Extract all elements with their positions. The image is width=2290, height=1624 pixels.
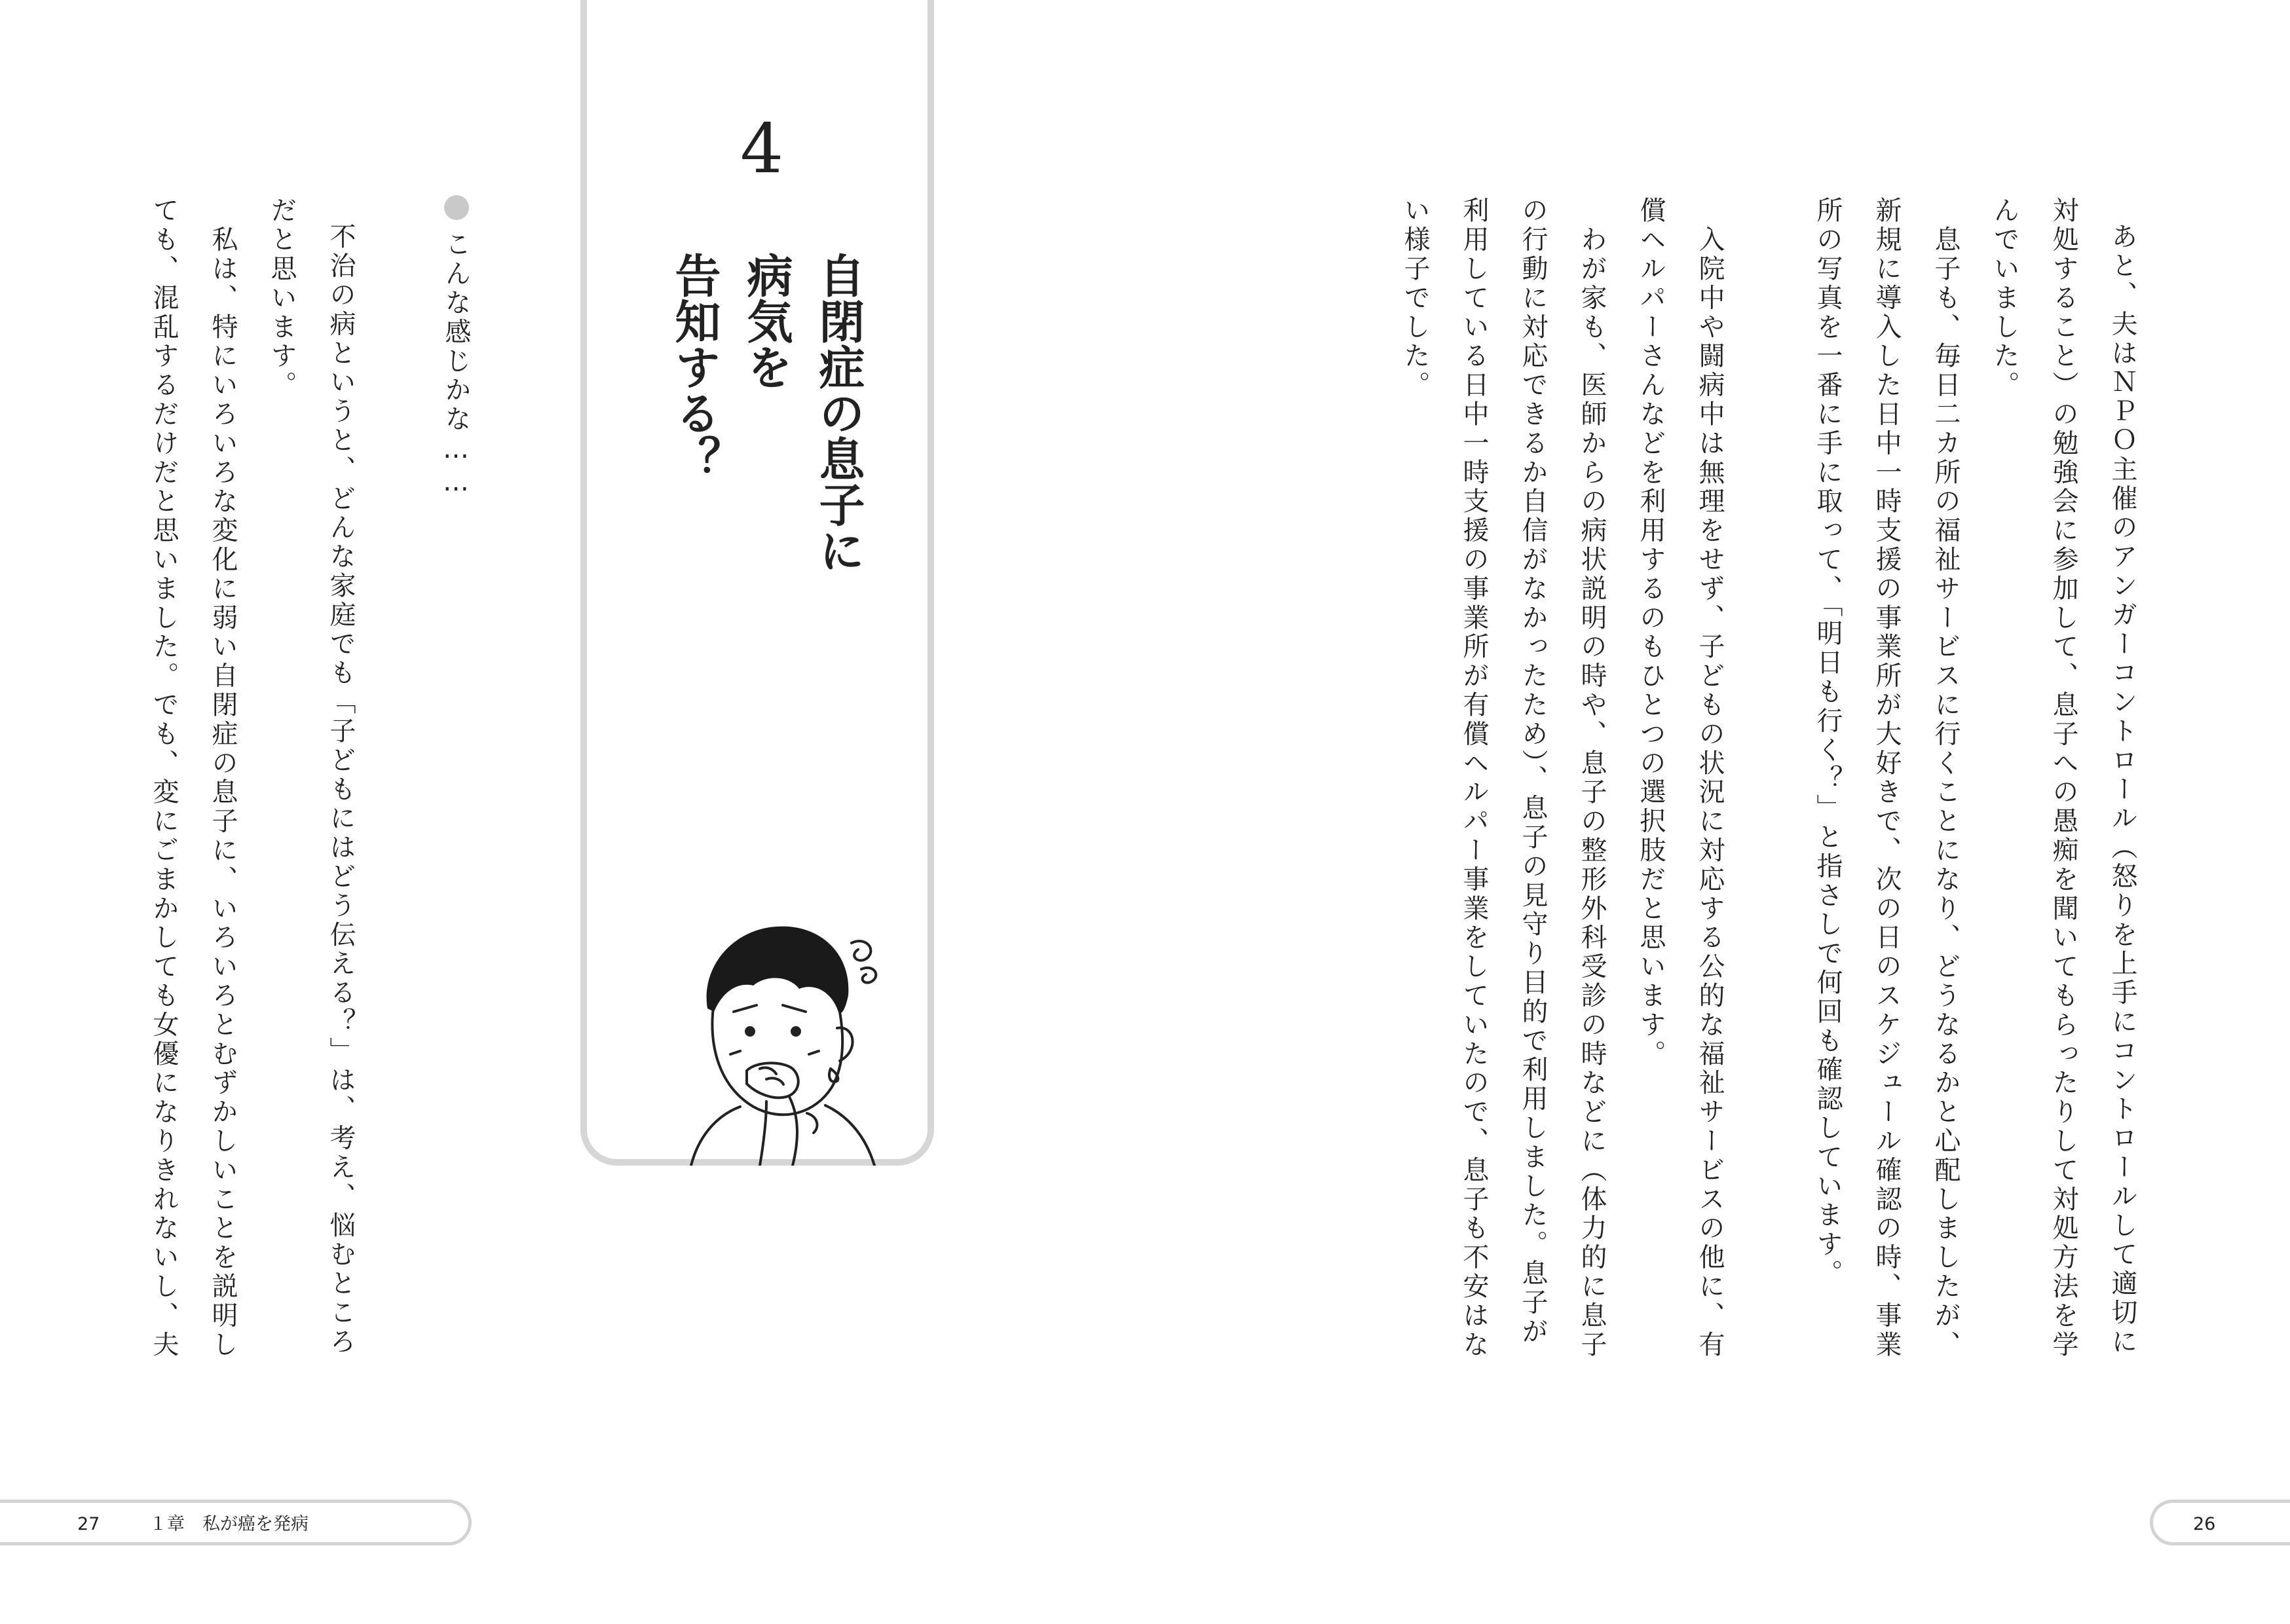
page-number-tab bbox=[2150, 1500, 2290, 1545]
page-number: 27 bbox=[77, 1514, 100, 1534]
page-number: 26 bbox=[2193, 1514, 2216, 1534]
body-line: あと、夫はＮＰＯ主催のアンガーコントロール（怒りを上手にコントロールして適切に bbox=[2107, 223, 2137, 1357]
body-line: 償ヘルパーさんなどを利用するのもひとつの選択肢だと思います。 bbox=[1636, 196, 1666, 1069]
body-line: 新規に導入した日中一時支援の事業所が大好きで、次の日のスケジュール確認の時、事業 bbox=[1871, 196, 1902, 1359]
body-line: の行動に対応できるか自信がなかったため）、息子の見守り目的で利用しました。息子が bbox=[1518, 196, 1548, 1346]
chapter-label: １章 私が癌を発病 bbox=[149, 1514, 309, 1534]
bullet-heading: こんな感じかな…… bbox=[441, 231, 471, 500]
body-line: ても、混乱するだけだと思いました。でも、変にごまかしても女優になりきれないし、夫 bbox=[149, 196, 179, 1359]
title-line: 告知する？ bbox=[667, 252, 721, 481]
body-line: だと思います。 bbox=[267, 196, 297, 400]
bullet-dot-icon bbox=[444, 195, 469, 220]
title-line: 自閉症の息子に bbox=[812, 252, 865, 573]
body-line: んでいました。 bbox=[1989, 196, 2019, 400]
body-line: 対処すること）の勉強会に参加して、息子への愚痴を聞いてもらったりして対処方法を学 bbox=[2048, 196, 2078, 1359]
body-line: 不治の病というと、どんな家庭でも「子どもにはどう伝える？」は、考え、悩むところ bbox=[326, 223, 356, 1357]
body-line: 所の写真を一番に手に取って、「明日も行く？」と指さしで何回も確認しています。 bbox=[1812, 196, 1843, 1289]
body-line: 息子も、毎日二カ所の福祉サービスに行くことになり、どうなるかと心配しましたが、 bbox=[1930, 196, 1961, 1359]
body-line: い様子でした。 bbox=[1400, 196, 1430, 400]
body-line: 入院中や闘病中は無理をせず、子どもの状況に対応する公的な福祉サービスの他に、有 bbox=[1695, 196, 1725, 1359]
body-line: 私は、特にいろいろな変化に弱い自閉症の息子に、いろいろとむずかしいことを説明し bbox=[208, 196, 238, 1359]
body-line: 利用している日中一時支援の事業所が有償ヘルパー事業をしていたので、息子も不安はな bbox=[1459, 196, 1489, 1359]
title-line: 病気を bbox=[740, 252, 793, 390]
section-number: 4 bbox=[740, 109, 784, 189]
worried-boy-illustration bbox=[668, 897, 891, 1166]
body-line: わが家も、医師からの病状説明の時や、息子の整形外科受診の時などに（体力的に息子 bbox=[1577, 196, 1607, 1359]
